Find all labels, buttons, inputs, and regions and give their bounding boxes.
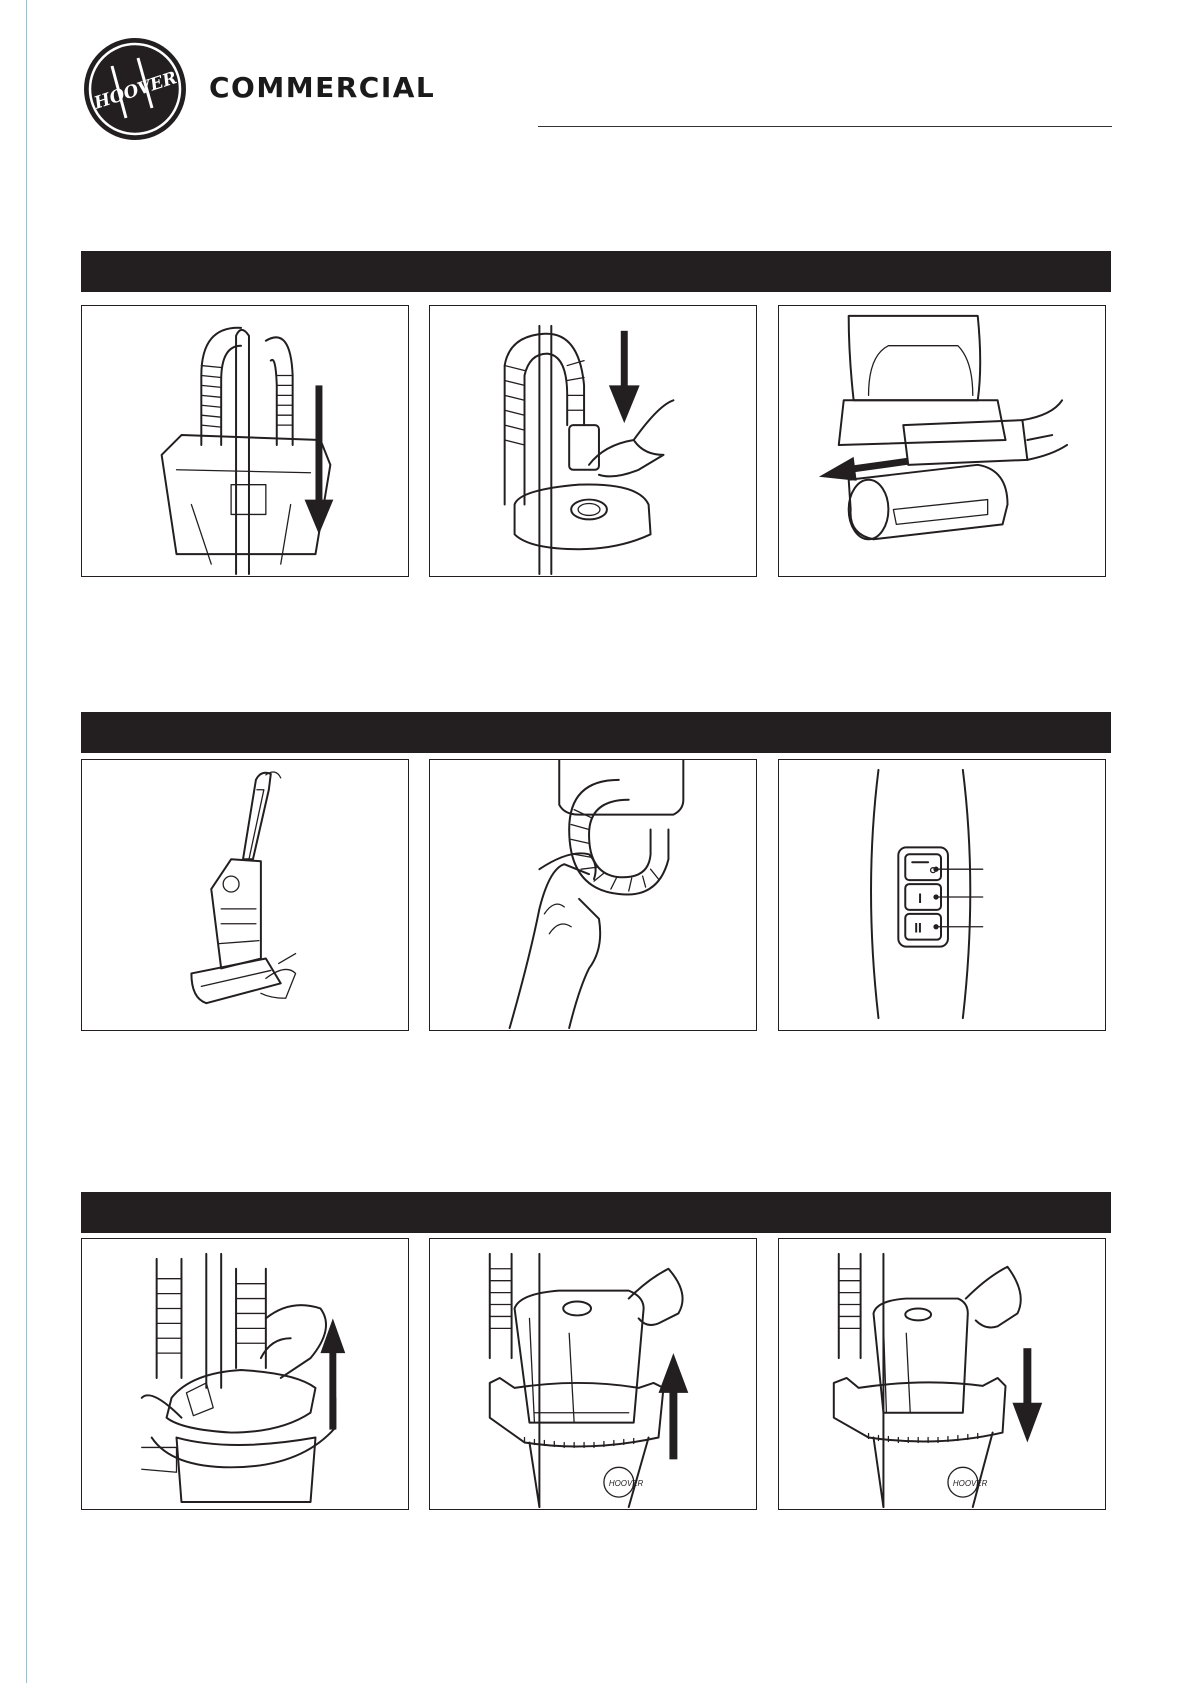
bin-logo-text: HOOVER [952, 1479, 988, 1489]
section-bar-2 [81, 712, 1111, 753]
panel-bin-lift [429, 1238, 757, 1510]
arrow-down-icon [1012, 1348, 1042, 1442]
brand-name: COMMERCIAL [209, 71, 436, 104]
bin-logo-text: HOOVER [608, 1479, 644, 1489]
header-rule [538, 126, 1112, 127]
arrow-down-icon [609, 331, 640, 423]
page-edge-line [26, 0, 27, 1683]
switch-low-label: I [918, 889, 923, 906]
section-bar-1 [81, 251, 1111, 292]
svg-text:HOOVER: HOOVER [91, 68, 180, 114]
panel-bin-lower [778, 1238, 1106, 1510]
panel-lid-lift [81, 1238, 409, 1510]
panel-hose-wrap [429, 759, 757, 1031]
switch-high-label: II [914, 919, 922, 936]
arrow-up-icon [659, 1353, 689, 1459]
panel-battery-remove [778, 305, 1106, 577]
panel-power-switch [778, 759, 1106, 1031]
panel-hose-release [81, 305, 409, 577]
hoover-logo [82, 36, 188, 142]
section-bar-3 [81, 1192, 1111, 1233]
panel-hose-attach [429, 305, 757, 577]
panel-upright-recline [81, 759, 409, 1031]
